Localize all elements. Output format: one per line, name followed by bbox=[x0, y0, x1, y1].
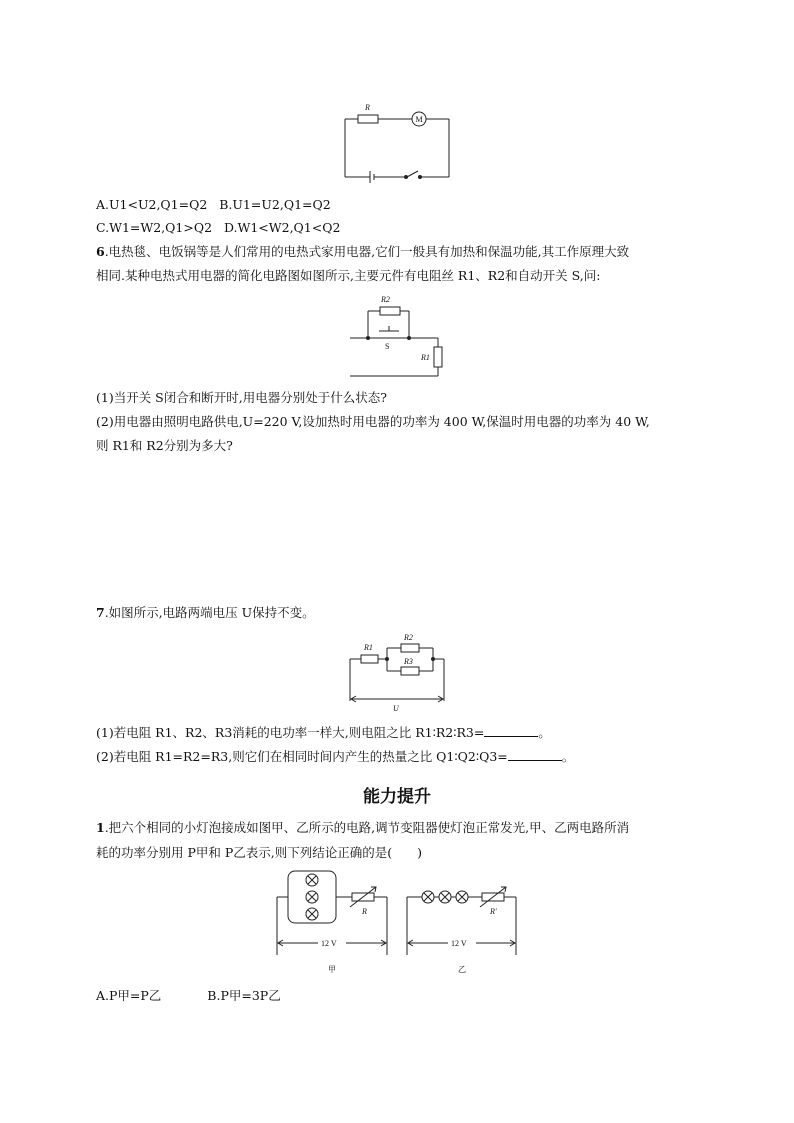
p1-jia-caption: 甲 bbox=[328, 965, 336, 974]
q5-option-a: A.U1<U2,Q1=Q2 bbox=[96, 197, 208, 212]
section-title: 能力提升 bbox=[363, 787, 431, 807]
p1-yi-r-label: R′ bbox=[490, 907, 497, 916]
q7-sub1-end: 。 bbox=[538, 725, 551, 740]
q7-u-label: U bbox=[393, 704, 399, 713]
p1-circuit-yi bbox=[407, 887, 516, 974]
q6-sub2-line1: (2)用电器由照明电路供电,U=220 V,设加热时用电器的功率为 400 W,保温时用电器的功率为 40 W, bbox=[96, 414, 650, 429]
p1-number: 1 bbox=[96, 820, 105, 835]
p1-jia-voltage: 12 V bbox=[321, 939, 337, 948]
p1-yi-caption: 乙 bbox=[458, 965, 466, 974]
q5-r-label: R bbox=[365, 103, 370, 112]
p1-options-row bbox=[96, 987, 281, 1005]
p1-option-b: B.P甲=3P乙 bbox=[207, 988, 281, 1003]
q6-number: 6 bbox=[96, 244, 105, 259]
q7-r1-label: R1 bbox=[364, 643, 373, 652]
q7-number: 7 bbox=[96, 605, 105, 620]
p1-stem-line2: 耗的功率分别用 P甲和 P乙表示,则下列结论正确的是( ) bbox=[96, 845, 422, 860]
p1-yi-voltage: 12 V bbox=[451, 939, 467, 948]
q7-stem-text: .如图所示,电路两端电压 U保持不变。 bbox=[104, 605, 315, 620]
q6-sub2-line2: 则 R1和 R2分别为多大? bbox=[96, 438, 233, 453]
q7-r3-label: R3 bbox=[404, 657, 413, 666]
p1-text-1: .把六个相同的小灯泡接成如图甲、乙所示的电路,调节变阻器使灯泡正常发光,甲、乙两电路所消 bbox=[104, 820, 630, 835]
q5-option-d: D.W1<W2,Q1<Q2 bbox=[223, 220, 341, 235]
q7-r2-label: R2 bbox=[404, 633, 413, 642]
p1-circuit-jia bbox=[277, 871, 387, 974]
q6-r2-label: R2 bbox=[381, 295, 390, 304]
q5-option-b: B.U1=U2,Q1=Q2 bbox=[219, 197, 331, 212]
p1-option-a: A.P甲=P乙 bbox=[96, 988, 162, 1003]
q6-stem-line2: 相同.某种电热式用电器的简化电路图如图所示,主要元件有电阻丝 R1、R2和自动开关 S,问: bbox=[96, 268, 601, 283]
q7-sub2-end: 。 bbox=[561, 749, 575, 764]
q7-sub1-text: (1)若电阻 R1、R2、R3消耗的电功率一样大,则电阻之比 R1∶R2∶R3= bbox=[96, 725, 485, 740]
q5-motor-label: M bbox=[415, 115, 423, 124]
q6-text-1: .电热毯、电饭锅等是人们常用的电热式家用电器,它们一般具有加热和保温功能,其工作原理大致 bbox=[104, 244, 630, 259]
q5-option-c: C.W1=W2,Q1>Q2 bbox=[96, 220, 213, 235]
q6-sub1: (1)当开关 S闭合和断开时,用电器分别处于什么状态? bbox=[96, 390, 387, 405]
q7-sub2-text: (2)若电阻 R1=R2=R3,则它们在相同时间内产生的热量之比 Q1∶Q2∶Q3= bbox=[96, 749, 508, 764]
q6-r1-label: R1 bbox=[421, 353, 430, 362]
p1-jia-r-label: R bbox=[362, 907, 367, 916]
q6-s-label: S bbox=[385, 342, 390, 351]
